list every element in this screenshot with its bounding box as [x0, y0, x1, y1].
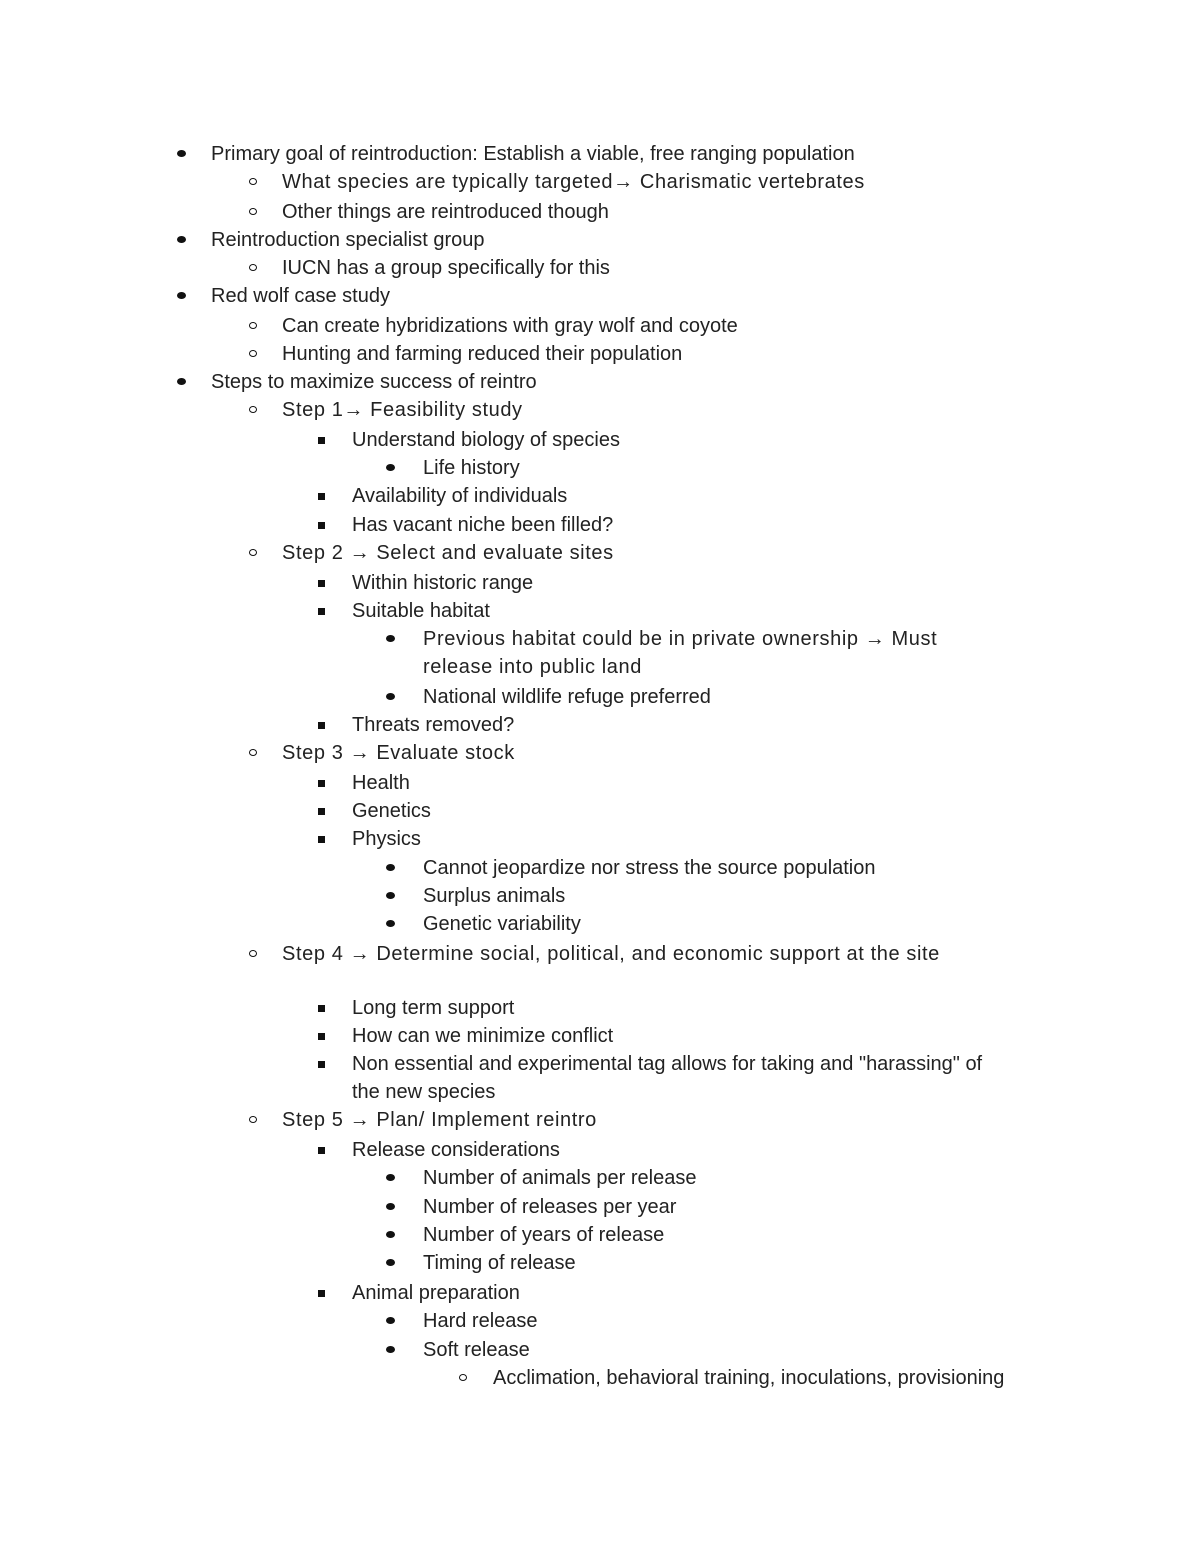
list-item-text: Cannot jeopardize nor stress the source population — [423, 857, 876, 879]
list-item-text: National wildlife refuge preferred — [423, 686, 711, 708]
list-item-text: How can we minimize conflict — [352, 1025, 614, 1047]
list-item-text: Hard release — [423, 1310, 538, 1332]
list-item-text: Understand biology of species — [352, 429, 620, 451]
list-item-text: IUCN has a group specifically for this — [282, 257, 610, 279]
list-item-text: Soft release — [423, 1339, 530, 1361]
list-item-text: Surplus animals — [423, 885, 566, 907]
list-item-text: Physics — [352, 828, 421, 850]
list-item-text: the new species — [352, 1081, 496, 1103]
list-item-text: Release considerations — [352, 1139, 560, 1161]
list-item-text: Hunting and farming reduced their population — [282, 343, 683, 365]
list-item-text: Step 3 → Evaluate stock — [282, 742, 515, 764]
list-item-text: Step 2 → Select and evaluate sites — [282, 542, 614, 564]
list-item-text: Other things are reintroduced though — [282, 201, 609, 223]
list-item-text: Step 5 → Plan/ Implement reintro — [282, 1109, 597, 1131]
list-item-text: Reintroduction specialist group — [211, 229, 485, 251]
list-item-text: Number of releases per year — [423, 1196, 677, 1218]
list-item-text: Animal preparation — [352, 1282, 520, 1304]
list-item-text: Health — [352, 772, 410, 794]
list-item-text: Long term support — [352, 997, 515, 1019]
list-item-text: What species are typically targeted→ Charismatic vertebrates — [282, 171, 865, 193]
list-item-text: Non essential and experimental tag allows for taking and "harassing" of — [352, 1053, 983, 1075]
list-item-text: Suitable habitat — [352, 600, 490, 622]
list-item-text: Genetics — [352, 800, 431, 822]
list-item-text: Step 4 → Determine social, political, and economic support at the site — [282, 943, 940, 965]
list-item-text: Timing of release — [423, 1252, 576, 1274]
list-item-text: Red wolf case study — [211, 285, 390, 307]
list-item-text: Number of years of release — [423, 1224, 665, 1246]
list-item-text: Life history — [423, 457, 520, 479]
list-item-text: Genetic variability — [423, 913, 581, 935]
list-item-text: release into public land — [423, 656, 642, 678]
list-item-text: Within historic range — [352, 572, 534, 594]
list-item-text: Number of animals per release — [423, 1167, 697, 1189]
list-item-text: Availability of individuals — [352, 485, 568, 507]
list-item-text: Primary goal of reintroduction: Establish a viable, free ranging population — [211, 143, 855, 165]
list-item-text: Has vacant niche been filled? — [352, 514, 614, 536]
list-item-text: Previous habitat could be in private ownership → Must — [423, 628, 938, 650]
list-item-text: Steps to maximize success of reintro — [211, 371, 537, 393]
list-item-text: Threats removed? — [352, 714, 515, 736]
list-item-text: Step 1→ Feasibility study — [282, 399, 523, 421]
list-item-text: Can create hybridizations with gray wolf and coyote — [282, 315, 738, 337]
list-item-text: Acclimation, behavioral training, inoculations, provisioning — [493, 1367, 1005, 1389]
